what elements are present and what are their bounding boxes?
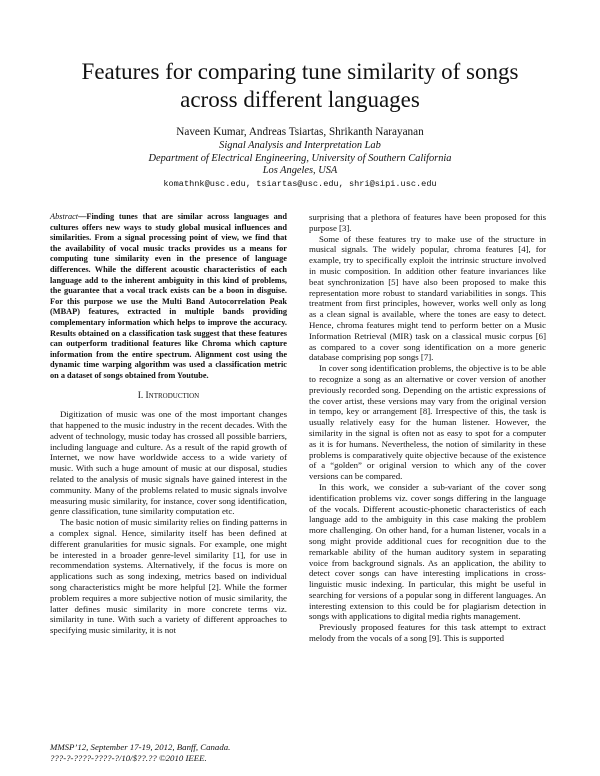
- paper-title-line-1: Features for comparing tune similarity of songs: [81, 59, 519, 84]
- left-column: [50, 212, 287, 636]
- affiliation-lab: Signal Analysis and Interpretation Lab: [219, 140, 381, 151]
- body-paragraph: In this work, we consider a sub-variant of the cover song identification problems viz. cover songs differing in the language of the vocals. Different acoustic-phonetic characteristics of each language add to the ambiguity in this case making the problem more challenging. On other hand, for a human listener, vocals in a song might provide additional cues for recognition due to the remarkable ability of the human auditory system in separating voice from background signals. As an application, the ability to detect cover songs can have interesting implications in cross-linguistic music indexing. In particular, this might be useful in searching for versions of a popular song in different languages. An interesting extension to this could be for plagiarism detection in songs with applications to digital media rights management.: [309, 481, 546, 622]
- conference-footnote-venue: MMSP’12, September 17-19, 2012, Banff, Canada.: [50, 742, 231, 752]
- body-paragraph: The basic notion of music similarity relies on finding patterns in a complex signal. Hence, similarity itself has been defined at different granularities for music signals. For example, one might be interested in a broader genre-level similarity [1], for use in recommendation systems. Alternatively, if the focus is more on applications such as song indexing, metrics based on individual song characteristics might be more helpful [2]. While the former problem requires a more subjective notion of music similarity, the latter defines music similarity in more concrete terms viz. similarity in tune. With such a variety of different approaches to specifying music similarity, it is not: [50, 517, 287, 636]
- author-emails: komathnk@usc.edu, tsiartas@usc.edu, shri@sipi.usc.edu: [163, 179, 437, 189]
- conference-footnote-copyright: ???-?-????-????-?/10/$??.?? ©2010 IEEE.: [50, 753, 207, 763]
- abstract: [50, 212, 287, 382]
- body-paragraph: Previously proposed features for this task attempt to extract melody from the vocals of a song [9]. This is supported: [309, 622, 546, 644]
- affiliation-department: Department of Electrical Engineering, University of Southern California: [148, 152, 452, 164]
- paper-title: [40, 58, 560, 114]
- abstract-label: Abstract: [50, 212, 79, 221]
- paper-title-line-2: across different languages: [180, 87, 420, 112]
- affiliation-block: [40, 140, 560, 178]
- author-list: Naveen Kumar, Andreas Tsiartas, Shrikanth Narayanan: [176, 126, 424, 138]
- body-paragraph: In cover song identification problems, the objective is to be able to recognize a song as an alternative or cover version of another previously recorded song. Depending on the artistic expressions of the cover artist, these versions may vary from the original version in tempo, key or arrangement [8]. Irrespective of this, the task is usually relatively easy for the human listener. However, the similarity in the signal is often not as easy to spot for a computer as it is for humans. Nevertheless, the notion of similarity in these problems is comparatively quite objective because of the existence of a “golden” or original version to which any of the cover versions can be compared.: [309, 363, 546, 482]
- affiliation-city: Los Angeles, USA: [262, 165, 338, 176]
- right-column: [309, 212, 546, 644]
- body-paragraph: surprising that a plethora of features have been proposed for this purpose [3].: [309, 212, 546, 233]
- abstract-text: —Finding tunes that are similar across languages and cultures offers new ways to study global musical influences and similarities. From a signal processing point of view, we find that the availability of vocal music tracks provides us a means for computing tune similarity even in the presence of language differences. While the different acoustic characteristics of each language add to the inherent ambiguity in this kind of problems, the guarantee that a vocal track exists can be a boon in disguise. For this purpose we use the Multi Band Autocorrelation Peak (MBAP) features, extracted in multiple bands providing complementary information which helps to improve the accuracy. Results obtained on a classification task suggest that these features can outperform traditional features like Chroma which capture information from the entire spectrum. Alignment cost using the dynamic time warping algorithm was used a classification metric on a dataset of songs obtained from Youtube.: [50, 212, 287, 380]
- section-heading-introduction: I. Introduction: [137, 390, 200, 401]
- body-paragraph: Some of these features try to make use of the structure in musical signals. The widely popular, chroma features [4], for example, try to specifically exploit the intrinsic structure involved in music composition. In addition other feature invariances like beat synchronization [5] have also been proposed to make this representation more robust to standard variabilities in songs. This treatment from first principles, however, works well only as long as a clean signal is available, where the tones are easy to detect. Hence, chroma features might tend to perform better on a Music Information Retrieval (MIR) task on a classical music corpus [6] as compared to a cover song identification on a more generic database comprising pop songs [7].: [309, 233, 546, 363]
- body-paragraph: Digitization of music was one of the most important changes that happened to the music industry in the recent decades. With the advent of technology, music today has crossed all possible barriers, including language and culture. As a result of the rapid growth of Internet, we now have worldwide access to a wide variety of music. With such a huge amount of music at our disposal, studies related to the analysis of music signals have gained interest in the community. Many of the problems related to music signals involve measuring music similarity, for instance, cover song identification, genre classification, tune similarity computation etc.: [50, 409, 287, 517]
- conference-footnote: [50, 742, 290, 764]
